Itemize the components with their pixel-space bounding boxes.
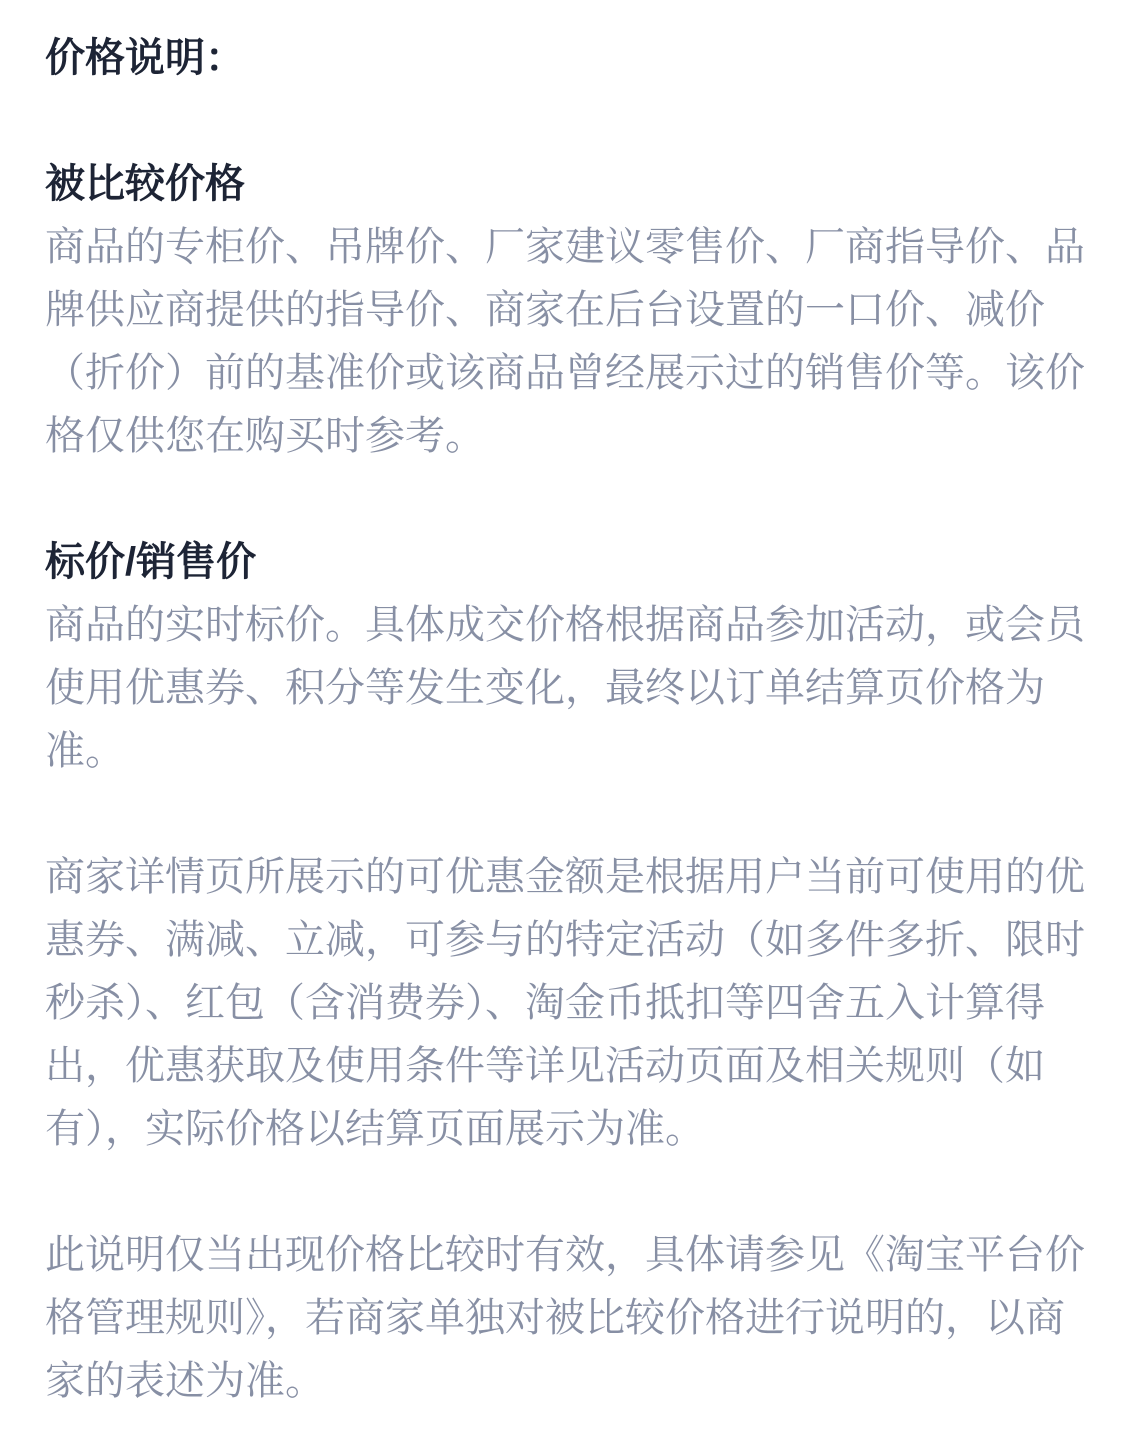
applicability-paragraph: 此说明仅当出现价格比较时有效，具体请参见《淘宝平台价格管理规则》，若商家单独对被比较价格进行说明的，以商家的表述为准。 <box>45 1233 1085 1403</box>
discount-amount-paragraph: 商家详情页所展示的可优惠金额是根据用户当前可使用的优惠券、满减、立减，可参与的特定活动（如多件多折、限时秒杀）、红包（含消费券）、淘金币抵扣等四舍五入计算得出，优惠获取及使用条件等详见活动页面及相关规则（如有），实际价格以结算页面展示为准。 <box>45 855 1085 1151</box>
list-sale-price-body: 商品的实时标价。具体成交价格根据商品参加活动，或会员使用优惠券、积分等发生变化，最终以订单结算页价格为准。 <box>45 603 1085 773</box>
section-list-sale-price <box>45 531 1087 783</box>
section-compared-price <box>45 153 1087 468</box>
compared-price-heading: 被比较价格 <box>45 162 245 206</box>
compared-price-body: 商品的专柜价、吊牌价、厂家建议零售价、厂商指导价、品牌供应商提供的指导价、商家在后台设置的一口价、减价（折价）前的基准价或该商品曾经展示过的销售价等。该价格仅供您在购买时参考。 <box>45 225 1085 458</box>
list-sale-price-heading: 标价/销售价 <box>45 540 257 584</box>
page-title: 价格说明： <box>45 36 245 80</box>
